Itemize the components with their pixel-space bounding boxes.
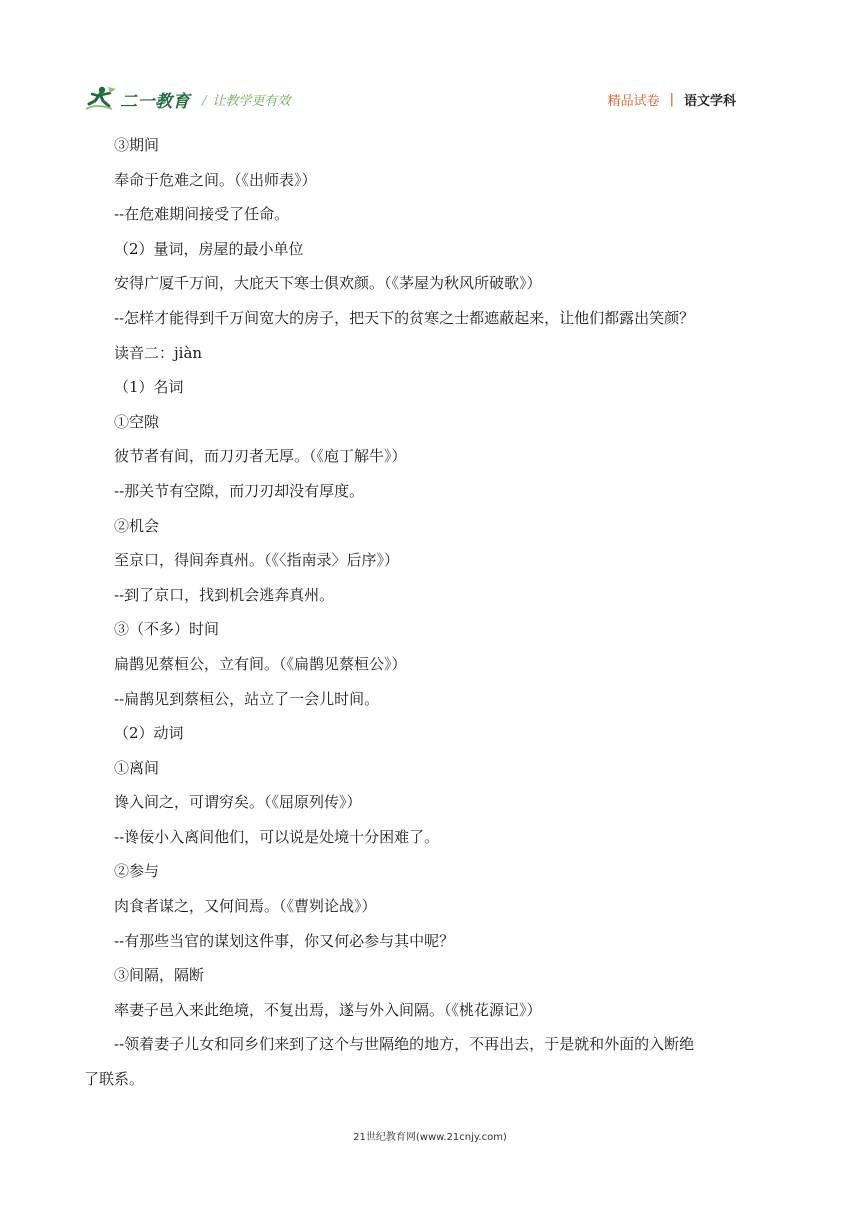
text-line-wrapped-end: 了联系。 (84, 1070, 145, 1089)
text-line: ①离间 (114, 758, 160, 777)
text-line: （1）名词 (114, 378, 184, 397)
slogan-divider: / (202, 93, 207, 109)
quality-tag: 精品试卷 (607, 94, 660, 109)
slogan-text: 让教学更有效 (212, 93, 291, 109)
text-line: ②机会 (114, 516, 160, 535)
brand-name: 二一教育 (120, 91, 190, 112)
text-line: --扁鹊见到蔡桓公，站立了一会儿时间。 (114, 689, 380, 708)
text-line: 率妻子邑入来此绝境，不复出焉，遂与外入间隔。（《桃花源记》） (114, 1000, 542, 1019)
text-line: （2）动词 (114, 724, 184, 743)
text-line: 扁鹊见蔡桓公，立有间。（《扁鹊见蔡桓公》） (114, 654, 407, 673)
text-line: ③（不多）时间 (114, 620, 220, 639)
text-line: 读音二：jiàn (114, 343, 203, 362)
text-line: 安得广厦千万间，大庇天下寒士俱欢颜。（《茅屋为秋风所破歌》） (114, 274, 542, 293)
text-line: --在危难期间接受了任命。 (114, 205, 290, 224)
running-figure-icon (84, 85, 118, 113)
text-line-wrapped-start: --领着妻子儿女和同乡们来到了这个与世隔绝的地方，不再出去，于是就和外面的入断绝 (114, 1035, 695, 1054)
document-body (84, 128, 786, 1097)
text-line: 至京口，得间奔真州。（《〈指南录〉后序》） (114, 551, 400, 570)
text-line: ③期间 (114, 136, 160, 154)
text-line: 谗入间之，可谓穷矣。（《屈原列传》） (114, 793, 362, 812)
text-line: ①空隙 (114, 412, 160, 431)
brand-logo (84, 84, 290, 114)
text-line: --怎样才能得到千万间宽大的房子，把天下的贫寒之士都遮蔽起来，让他们都露出笑颜？ (114, 308, 695, 327)
text-line: --那关节有空隙，而刀刃却没有厚度。 (114, 481, 365, 500)
text-line: ②参与 (114, 862, 160, 881)
text-line: 彼节者有间，而刀刃者无厚。（《庖丁解牛》） (114, 447, 407, 466)
page-footer: 21世纪教育网(www.21cnjy.com) (353, 1132, 507, 1143)
text-line: （2）量词，房屋的最小单位 (114, 239, 304, 258)
brand-slogan (202, 90, 290, 109)
doc-tags (608, 90, 736, 109)
text-line: --有那些当官的谋划这件事，你又何必参与其中呢？ (114, 931, 455, 950)
text-line: --谗佞小入离间他们，可以说是处境十分困难了。 (114, 827, 440, 846)
tag-separator: | (669, 92, 674, 107)
text-line: 肉食者谋之，又何间焉。（《曹刿论战》） (114, 897, 377, 916)
page-header (84, 84, 784, 114)
text-line: ③间隔，隔断 (114, 966, 205, 985)
subject-tag: 语文学科 (683, 94, 736, 109)
text-line: 奉命于危难之间。（《出师表》） (114, 170, 317, 189)
text-line: --到了京口，找到机会逃奔真州。 (114, 585, 335, 604)
